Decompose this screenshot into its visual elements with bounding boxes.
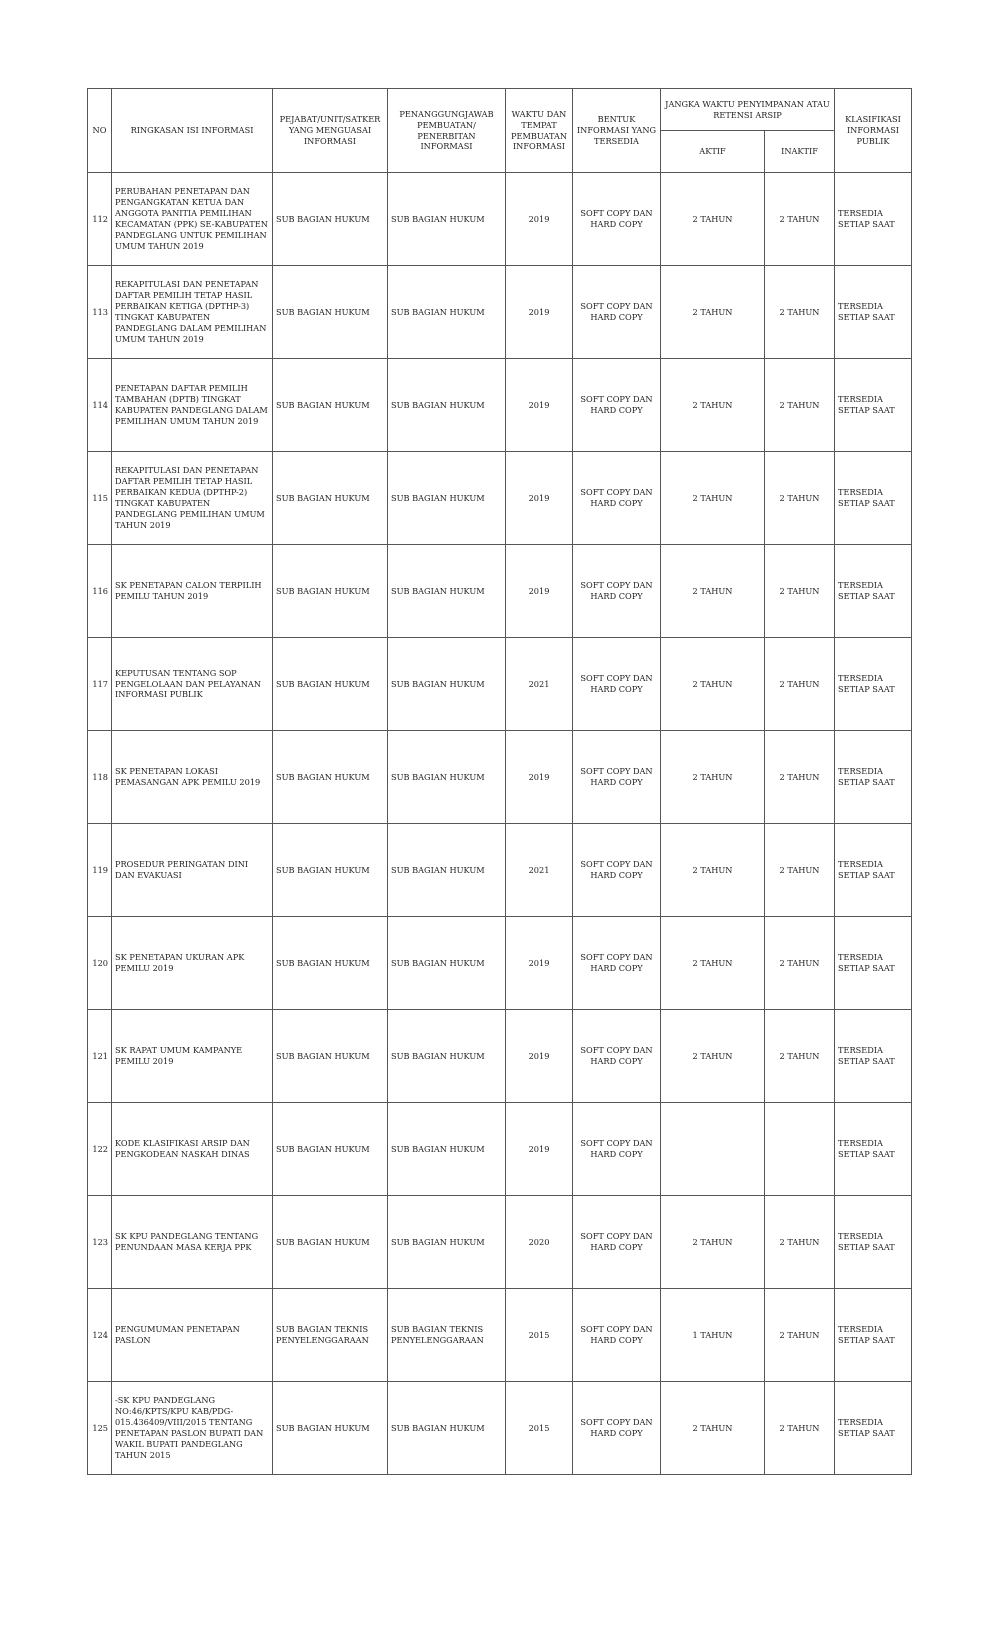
table-row: [88, 824, 912, 917]
cell-aktif: 2 TAHUN: [661, 1196, 765, 1289]
cell-pejabat: SUB BAGIAN HUKUM: [273, 1010, 388, 1103]
cell-ringkasan: REKAPITULASI DAN PENETAPAN DAFTAR PEMILIH TETAP HASIL PERBAIKAN KEDUA (DPTHP-2) TINGKAT KABUPATEN PANDEGLANG PEMILIHAN UMUM TAHUN 2019: [112, 452, 273, 545]
cell-aktif: 2 TAHUN: [661, 638, 765, 731]
cell-klasifikasi: TERSEDIA SETIAP SAAT: [835, 1382, 912, 1475]
cell-aktif: 2 TAHUN: [661, 359, 765, 452]
cell-inaktif: 2 TAHUN: [765, 731, 835, 824]
table-row: [88, 359, 912, 452]
cell-waktu: 2015: [506, 1289, 573, 1382]
cell-ringkasan: PROSEDUR PERINGATAN DINI DAN EVAKUASI: [112, 824, 273, 917]
cell-aktif: 2 TAHUN: [661, 917, 765, 1010]
cell-pejabat: SUB BAGIAN HUKUM: [273, 1382, 388, 1475]
cell-inaktif: 2 TAHUN: [765, 1382, 835, 1475]
cell-inaktif: 2 TAHUN: [765, 173, 835, 266]
cell-no: 112: [88, 173, 112, 266]
cell-aktif: 2 TAHUN: [661, 824, 765, 917]
cell-penanggungjawab: SUB BAGIAN HUKUM: [388, 917, 506, 1010]
cell-no: 113: [88, 266, 112, 359]
table-row: [88, 545, 912, 638]
cell-bentuk: SOFT COPY DAN HARD COPY: [573, 1103, 661, 1196]
cell-klasifikasi: TERSEDIA SETIAP SAAT: [835, 638, 912, 731]
cell-no: 116: [88, 545, 112, 638]
header-jangka-waktu: JANGKA WAKTU PENYIMPANAN ATAU RETENSI ARSIP: [661, 89, 835, 131]
cell-klasifikasi: TERSEDIA SETIAP SAAT: [835, 359, 912, 452]
cell-bentuk: SOFT COPY DAN HARD COPY: [573, 173, 661, 266]
cell-inaktif: 2 TAHUN: [765, 638, 835, 731]
cell-pejabat: SUB BAGIAN HUKUM: [273, 1103, 388, 1196]
cell-pejabat: SUB BAGIAN HUKUM: [273, 359, 388, 452]
cell-bentuk: SOFT COPY DAN HARD COPY: [573, 266, 661, 359]
header-waktu: WAKTU DAN TEMPAT PEMBUATAN INFORMASI: [506, 89, 573, 173]
cell-ringkasan: SK PENETAPAN UKURAN APK PEMILU 2019: [112, 917, 273, 1010]
cell-aktif: [661, 1103, 765, 1196]
cell-klasifikasi: TERSEDIA SETIAP SAAT: [835, 1289, 912, 1382]
cell-no: 123: [88, 1196, 112, 1289]
cell-penanggungjawab: SUB BAGIAN HUKUM: [388, 359, 506, 452]
cell-pejabat: SUB BAGIAN HUKUM: [273, 173, 388, 266]
cell-penanggungjawab: SUB BAGIAN HUKUM: [388, 1103, 506, 1196]
cell-klasifikasi: TERSEDIA SETIAP SAAT: [835, 1010, 912, 1103]
cell-klasifikasi: TERSEDIA SETIAP SAAT: [835, 545, 912, 638]
cell-penanggungjawab: SUB BAGIAN HUKUM: [388, 1196, 506, 1289]
cell-penanggungjawab: SUB BAGIAN HUKUM: [388, 545, 506, 638]
table-row: [88, 452, 912, 545]
header-inaktif: INAKTIF: [765, 131, 835, 173]
table-row: [88, 1382, 912, 1475]
header-pejabat: PEJABAT/UNIT/SATKER YANG MENGUASAI INFORMASI: [273, 89, 388, 173]
cell-inaktif: 2 TAHUN: [765, 266, 835, 359]
cell-ringkasan: SK RAPAT UMUM KAMPANYE PEMILU 2019: [112, 1010, 273, 1103]
header-no: NO: [88, 89, 112, 173]
table-row: [88, 1103, 912, 1196]
cell-penanggungjawab: SUB BAGIAN HUKUM: [388, 266, 506, 359]
cell-waktu: 2015: [506, 1382, 573, 1475]
cell-inaktif: 2 TAHUN: [765, 1010, 835, 1103]
cell-inaktif: 2 TAHUN: [765, 824, 835, 917]
cell-bentuk: SOFT COPY DAN HARD COPY: [573, 1382, 661, 1475]
cell-pejabat: SUB BAGIAN HUKUM: [273, 1196, 388, 1289]
cell-pejabat: SUB BAGIAN HUKUM: [273, 731, 388, 824]
cell-no: 120: [88, 917, 112, 1010]
cell-inaktif: 2 TAHUN: [765, 917, 835, 1010]
cell-ringkasan: -SK KPU PANDEGLANG NO:46/KPTS/KPU KAB/PDG-015.436409/VIII/2015 TENTANG PENETAPAN PASLON BUPATI DAN WAKIL BUPATI PANDEGLANG TAHUN 2015: [112, 1382, 273, 1475]
cell-no: 121: [88, 1010, 112, 1103]
cell-klasifikasi: TERSEDIA SETIAP SAAT: [835, 266, 912, 359]
cell-ringkasan: REKAPITULASI DAN PENETAPAN DAFTAR PEMILIH TETAP HASIL PERBAIKAN KETIGA (DPTHP-3) TINGKAT KABUPATEN PANDEGLANG DALAM PEMILIHAN UMUM TAHUN 2019: [112, 266, 273, 359]
cell-bentuk: SOFT COPY DAN HARD COPY: [573, 917, 661, 1010]
cell-waktu: 2019: [506, 545, 573, 638]
cell-no: 124: [88, 1289, 112, 1382]
cell-no: 118: [88, 731, 112, 824]
cell-klasifikasi: TERSEDIA SETIAP SAAT: [835, 824, 912, 917]
cell-ringkasan: KEPUTUSAN TENTANG SOP PENGELOLAAN DAN PELAYANAN INFORMASI PUBLIK: [112, 638, 273, 731]
cell-waktu: 2019: [506, 1103, 573, 1196]
cell-klasifikasi: TERSEDIA SETIAP SAAT: [835, 452, 912, 545]
cell-bentuk: SOFT COPY DAN HARD COPY: [573, 1010, 661, 1103]
cell-ringkasan: PERUBAHAN PENETAPAN DAN PENGANGKATAN KETUA DAN ANGGOTA PANITIA PEMILIHAN KECAMATAN (PPK) SE-KABUPATEN PANDEGLANG UNTUK PEMILIHAN UMUM TAHUN 2019: [112, 173, 273, 266]
cell-bentuk: SOFT COPY DAN HARD COPY: [573, 452, 661, 545]
cell-no: 125: [88, 1382, 112, 1475]
cell-inaktif: 2 TAHUN: [765, 1196, 835, 1289]
header-aktif: AKTIF: [661, 131, 765, 173]
cell-bentuk: SOFT COPY DAN HARD COPY: [573, 1289, 661, 1382]
cell-waktu: 2019: [506, 359, 573, 452]
cell-bentuk: SOFT COPY DAN HARD COPY: [573, 545, 661, 638]
table-row: [88, 917, 912, 1010]
cell-bentuk: SOFT COPY DAN HARD COPY: [573, 731, 661, 824]
cell-penanggungjawab: SUB BAGIAN HUKUM: [388, 452, 506, 545]
cell-klasifikasi: TERSEDIA SETIAP SAAT: [835, 731, 912, 824]
table-row: [88, 638, 912, 731]
cell-waktu: 2019: [506, 452, 573, 545]
cell-waktu: 2021: [506, 638, 573, 731]
table-row: [88, 1289, 912, 1382]
cell-pejabat: SUB BAGIAN TEKNIS PENYELENGGARAAN: [273, 1289, 388, 1382]
cell-ringkasan: PENGUMUMAN PENETAPAN PASLON: [112, 1289, 273, 1382]
header-penanggungjawab: PENANGGUNGJAWAB PEMBUATAN/ PENERBITAN INFORMASI: [388, 89, 506, 173]
cell-aktif: 2 TAHUN: [661, 1382, 765, 1475]
cell-no: 114: [88, 359, 112, 452]
cell-pejabat: SUB BAGIAN HUKUM: [273, 638, 388, 731]
cell-klasifikasi: TERSEDIA SETIAP SAAT: [835, 1103, 912, 1196]
cell-penanggungjawab: SUB BAGIAN HUKUM: [388, 173, 506, 266]
cell-inaktif: 2 TAHUN: [765, 545, 835, 638]
header-klasifikasi: KLASIFIKASI INFORMASI PUBLIK: [835, 89, 912, 173]
cell-penanggungjawab: SUB BAGIAN HUKUM: [388, 1382, 506, 1475]
cell-bentuk: SOFT COPY DAN HARD COPY: [573, 359, 661, 452]
table-row: [88, 173, 912, 266]
cell-bentuk: SOFT COPY DAN HARD COPY: [573, 1196, 661, 1289]
cell-penanggungjawab: SUB BAGIAN HUKUM: [388, 731, 506, 824]
cell-bentuk: SOFT COPY DAN HARD COPY: [573, 824, 661, 917]
table-header: [88, 89, 912, 173]
cell-waktu: 2019: [506, 731, 573, 824]
cell-no: 115: [88, 452, 112, 545]
cell-aktif: 2 TAHUN: [661, 452, 765, 545]
table-body: [88, 173, 912, 1475]
cell-ringkasan: KODE KLASIFIKASI ARSIP DAN PENGKODEAN NASKAH DINAS: [112, 1103, 273, 1196]
cell-penanggungjawab: SUB BAGIAN HUKUM: [388, 638, 506, 731]
cell-ringkasan: PENETAPAN DAFTAR PEMILIH TAMBAHAN (DPTB) TINGKAT KABUPATEN PANDEGLANG DALAM PEMILIHAN UMUM TAHUN 2019: [112, 359, 273, 452]
cell-waktu: 2019: [506, 266, 573, 359]
cell-klasifikasi: TERSEDIA SETIAP SAAT: [835, 1196, 912, 1289]
cell-pejabat: SUB BAGIAN HUKUM: [273, 917, 388, 1010]
cell-klasifikasi: TERSEDIA SETIAP SAAT: [835, 917, 912, 1010]
cell-pejabat: SUB BAGIAN HUKUM: [273, 266, 388, 359]
cell-waktu: 2019: [506, 1010, 573, 1103]
cell-aktif: 2 TAHUN: [661, 173, 765, 266]
table-row: [88, 1010, 912, 1103]
cell-inaktif: 2 TAHUN: [765, 1289, 835, 1382]
cell-pejabat: SUB BAGIAN HUKUM: [273, 545, 388, 638]
cell-inaktif: 2 TAHUN: [765, 359, 835, 452]
cell-waktu: 2019: [506, 917, 573, 1010]
cell-aktif: 2 TAHUN: [661, 266, 765, 359]
cell-no: 119: [88, 824, 112, 917]
cell-penanggungjawab: SUB BAGIAN TEKNIS PENYELENGGARAAN: [388, 1289, 506, 1382]
cell-aktif: 2 TAHUN: [661, 1010, 765, 1103]
cell-klasifikasi: TERSEDIA SETIAP SAAT: [835, 173, 912, 266]
cell-aktif: 1 TAHUN: [661, 1289, 765, 1382]
table-row: [88, 266, 912, 359]
header-ringkasan: RINGKASAN ISI INFORMASI: [112, 89, 273, 173]
cell-penanggungjawab: SUB BAGIAN HUKUM: [388, 824, 506, 917]
cell-waktu: 2021: [506, 824, 573, 917]
cell-inaktif: [765, 1103, 835, 1196]
information-table: [87, 88, 912, 1475]
cell-ringkasan: SK PENETAPAN LOKASI PEMASANGAN APK PEMILU 2019: [112, 731, 273, 824]
cell-aktif: 2 TAHUN: [661, 731, 765, 824]
cell-penanggungjawab: SUB BAGIAN HUKUM: [388, 1010, 506, 1103]
cell-no: 117: [88, 638, 112, 731]
cell-aktif: 2 TAHUN: [661, 545, 765, 638]
cell-bentuk: SOFT COPY DAN HARD COPY: [573, 638, 661, 731]
cell-ringkasan: SK PENETAPAN CALON TERPILIH PEMILU TAHUN 2019: [112, 545, 273, 638]
cell-pejabat: SUB BAGIAN HUKUM: [273, 452, 388, 545]
cell-waktu: 2019: [506, 173, 573, 266]
cell-ringkasan: SK KPU PANDEGLANG TENTANG PENUNDAAN MASA KERJA PPK: [112, 1196, 273, 1289]
table-row: [88, 1196, 912, 1289]
header-bentuk: BENTUK INFORMASI YANG TERSEDIA: [573, 89, 661, 173]
cell-no: 122: [88, 1103, 112, 1196]
cell-inaktif: 2 TAHUN: [765, 452, 835, 545]
cell-waktu: 2020: [506, 1196, 573, 1289]
cell-pejabat: SUB BAGIAN HUKUM: [273, 824, 388, 917]
table-row: [88, 731, 912, 824]
